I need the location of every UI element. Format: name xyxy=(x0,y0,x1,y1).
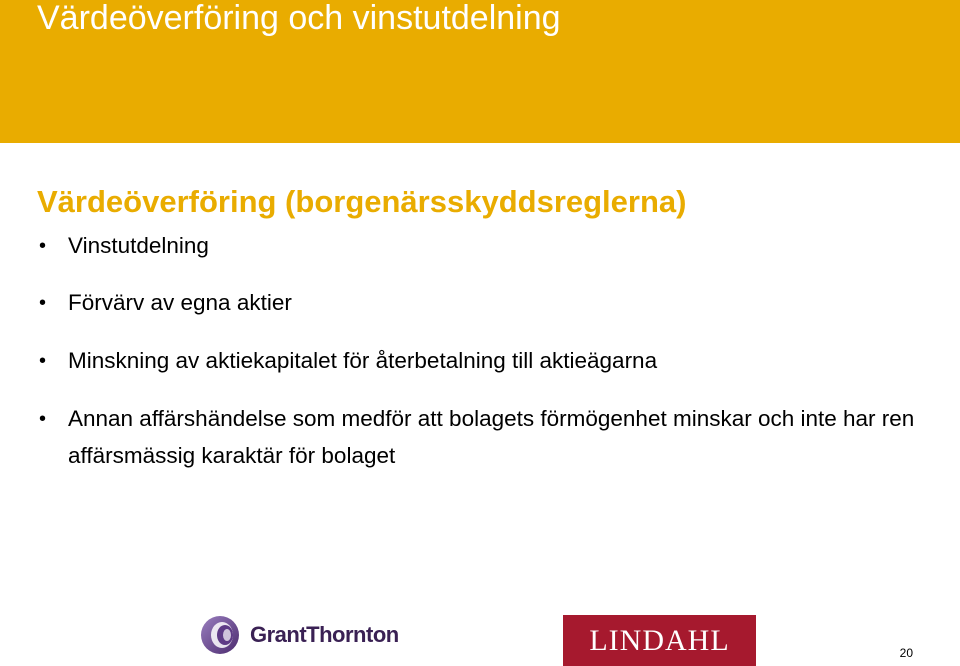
slide-title: Värdeöverföring och vinstutdelning xyxy=(37,0,561,37)
bullet-text: Minskning av aktiekapitalet för återbetalning till aktieägarna xyxy=(68,348,658,373)
bullet-dot-icon: • xyxy=(39,350,47,372)
grant-thornton-wordmark: GrantThornton xyxy=(250,622,399,647)
bullet-dot-icon: • xyxy=(39,235,47,257)
page-number: 20 xyxy=(899,646,913,660)
bullet-text: Vinstutdelning xyxy=(68,233,209,258)
lindahl-logo xyxy=(563,615,756,666)
bullet-text: Annan affärshändelse som medför att bolagets förmögenhet minskar och inte har ren affärsmässig karaktär för bolaget xyxy=(68,406,915,468)
bullet-dot-icon: • xyxy=(39,292,47,314)
lindahl-wordmark: LINDAHL xyxy=(589,623,730,657)
bullet-text: Förvärv av egna aktier xyxy=(68,290,292,315)
section-heading: Värdeöverföring (borgenärsskyddsreglerna) xyxy=(37,184,687,219)
bullet-dot-icon: • xyxy=(39,408,47,430)
grant-thornton-logo xyxy=(200,615,399,655)
grant-thornton-mark-icon xyxy=(200,615,240,655)
